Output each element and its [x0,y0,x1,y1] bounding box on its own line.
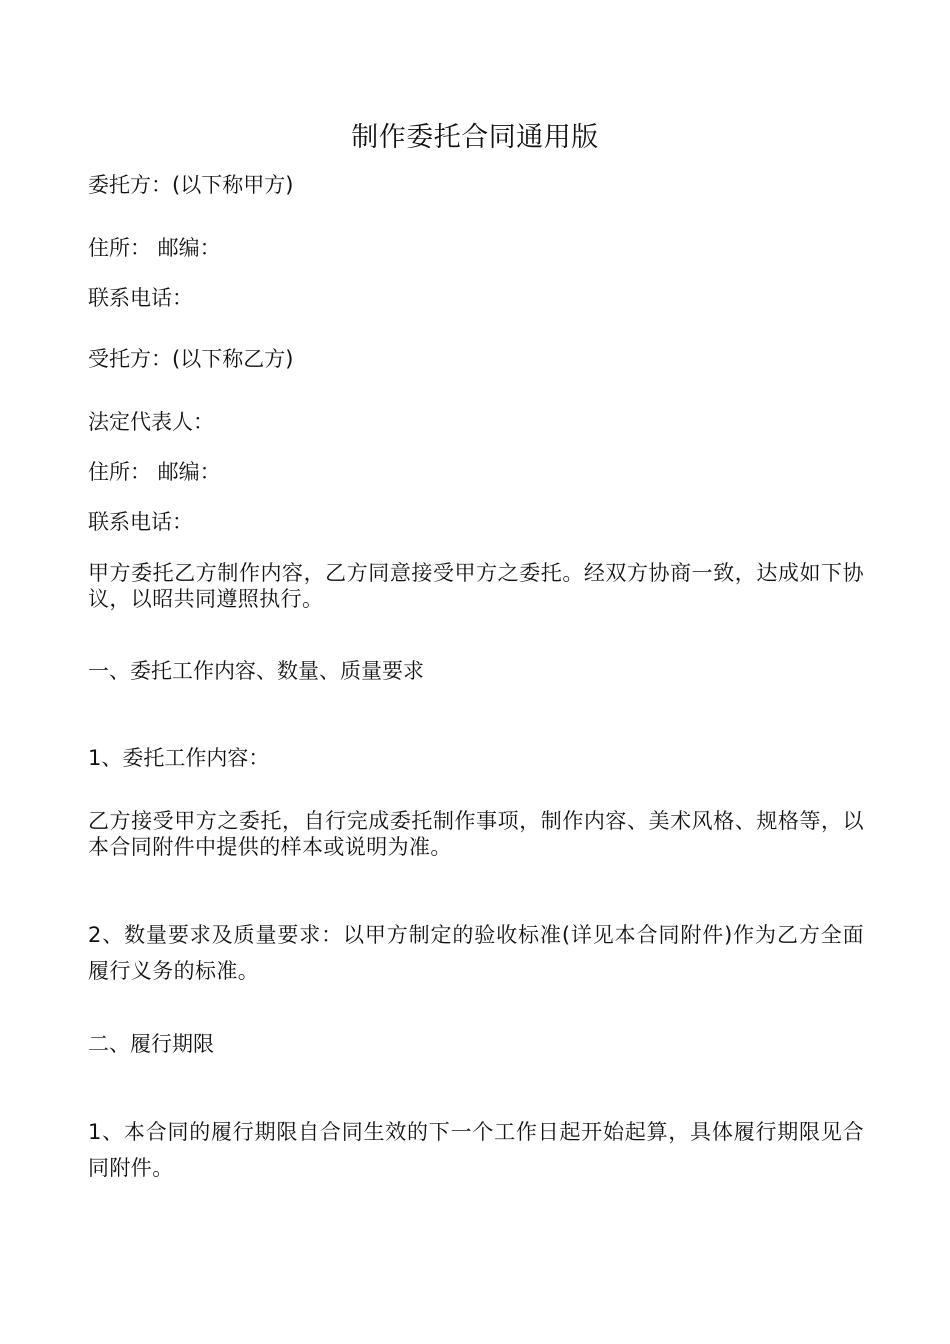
party-a-label: 委托方：(以下称甲方) [88,173,294,197]
party-b-legal-rep: 法定代表人： [88,410,214,434]
party-b-label: 受托方：(以下称乙方) [88,347,294,371]
section-1-heading: 一、委托工作内容、数量、质量要求 [88,659,424,683]
section-2-item-1-body: 1、本合同的履行期限自合同生效的下一个工作日起开始起算，具体履行期限见合同附件。 [88,1120,864,1180]
party-a-address: 住所： 邮编： [88,236,221,260]
intro-paragraph: 甲方委托乙方制作内容，乙方同意接受甲方之委托。经双方协商一致，达成如下协议，以昭共同遵照执行。 [88,561,864,611]
section-1-item-1-heading: 1、委托工作内容： [88,746,270,770]
party-b-address: 住所： 邮编： [88,460,221,484]
section-2-heading: 二、履行期限 [88,1032,214,1056]
section-1-item-1-body: 乙方接受甲方之委托，自行完成委托制作事项，制作内容、美术风格、规格等，以本合同附件中提供的样本或说明为准。 [88,809,864,859]
party-b-phone: 联系电话： [88,510,193,534]
section-1-item-2-body: 2、数量要求及质量要求：以甲方制定的验收标准(详见本合同附件)作为乙方全面履行义务的标准。 [88,923,864,983]
document-title: 制作委托合同通用版 [351,122,599,153]
party-a-phone: 联系电话： [88,286,193,310]
